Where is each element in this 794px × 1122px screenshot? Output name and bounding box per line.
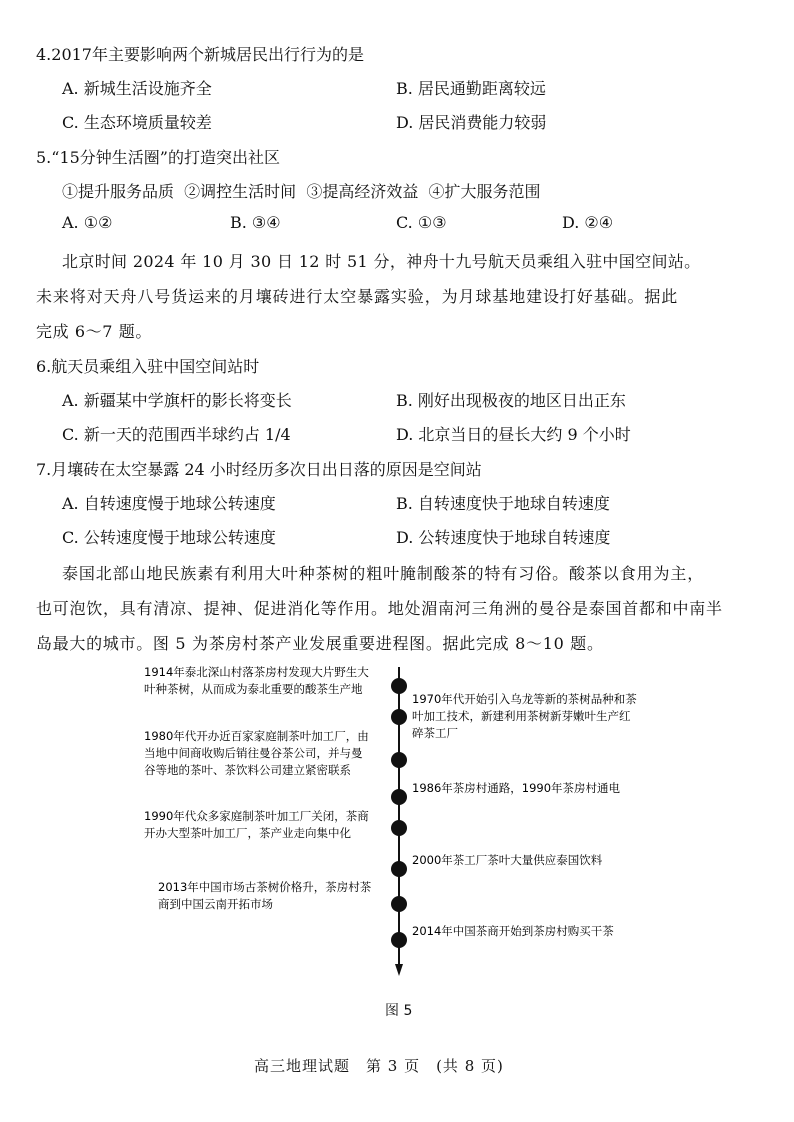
timeline-node-3 — [391, 752, 407, 768]
timeline-node-5 — [391, 820, 407, 836]
timeline-node-6 — [391, 861, 407, 877]
q5-option-a: A. ①② — [62, 213, 113, 232]
timeline-event-5: 1990年代众多家庭制茶叶加工厂关闭，茶商开办大型茶叶加工厂，茶产业走向集中化 — [144, 809, 369, 840]
timeline-arrow-icon — [395, 964, 403, 976]
timeline-node-1 — [391, 678, 407, 694]
q7-option-d: D. 公转速度快于地球自转速度 — [396, 528, 611, 547]
q6-stem: 6.航天员乘组入驻中国空间站时 — [36, 357, 260, 376]
q4-option-c: C. 生态环境质量较差 — [62, 113, 212, 132]
q6-option-c: C. 新一天的范围西半球约占 1/4 — [62, 425, 291, 444]
passage2-line-2: 也可泡饮，具有清凉、提神、促进消化等作用。地处湄南河三角洲的曼谷是泰国首都和中南半 — [36, 599, 723, 618]
q4-option-d: D. 居民消费能力较弱 — [396, 113, 547, 132]
q5-stem: 5.“15分钟生活圈”的打造突出社区 — [36, 148, 280, 167]
q7-stem: 7.月壤砖在太空暴露 24 小时经历多次日出日落的原因是空间站 — [36, 460, 482, 479]
q6-option-d: D. 北京当日的昼长大约 9 个小时 — [396, 425, 631, 444]
passage2-line-3: 岛最大的城市。图 5 为茶房村茶产业发展重要进程图。据此完成 8～10 题。 — [36, 634, 604, 653]
timeline-event-8: 2014年中国茶商开始到茶房村购买干茶 — [412, 924, 614, 938]
q4-option-b: B. 居民通勤距离较远 — [396, 79, 546, 98]
timeline-event-2: 1970年代开始引入乌龙等新的茶树品种和茶叶加工技术，新建利用茶树新芽嫩叶生产红碎茶工厂 — [412, 692, 637, 740]
q7-option-b: B. 自转速度快于地球自转速度 — [396, 494, 610, 513]
passage1-line-2: 未来将对天舟八号货运来的月壤砖进行太空暴露实验，为月球基地建设打好基础。据此 — [36, 287, 679, 306]
timeline-event-1: 1914年泰北深山村落茶房村发现大片野生大叶种茶树，从而成为泰北重要的酸茶生产地 — [144, 665, 369, 696]
q7-option-c: C. 公转速度慢于地球公转速度 — [62, 528, 276, 547]
q5-option-d: D. ②④ — [562, 213, 614, 232]
timeline-event-4: 1986年茶房村通路，1990年茶房村通电 — [412, 781, 621, 795]
timeline-event-7: 2013年中国市场古茶树价格升，茶房村茶商到中国云南开拓市场 — [158, 880, 372, 911]
q5-option-c: C. ①③ — [396, 213, 447, 232]
timeline-event-3: 1980年代开办近百家家庭制茶叶加工厂，由当地中间商收购后销往曼谷茶公司，并与曼谷等地的茶叶、茶饮料公司建立紧密联系 — [144, 729, 369, 777]
timeline-event-6: 2000年茶工厂茶叶大量供应泰国饮料 — [412, 853, 603, 867]
q5-option-b: B. ③④ — [230, 213, 281, 232]
timeline-node-2 — [391, 709, 407, 725]
figure-caption: 图 5 — [385, 1003, 413, 1019]
q6-option-b: B. 刚好出现极夜的地区日出正东 — [396, 391, 626, 410]
q5-items: ①提升服务品质 ②调控生活时间 ③提高经济效益 ④扩大服务范围 — [62, 182, 541, 201]
timeline-node-8 — [391, 932, 407, 948]
q4-option-a: A. 新城生活设施齐全 — [62, 79, 212, 98]
timeline-node-4 — [391, 789, 407, 805]
passage2-line-1: 泰国北部山地民族素有利用大叶种茶树的粗叶腌制酸茶的特有习俗。酸茶以食用为主， — [62, 564, 705, 583]
passage1-line-1: 北京时间 2024 年 10 月 30 日 12 时 51 分，神舟十九号航天员乘组入驻中国空间站。 — [62, 252, 701, 271]
q6-option-a: A. 新疆某中学旗杆的影长将变长 — [62, 391, 292, 410]
passage1-line-3: 完成 6～7 题。 — [36, 322, 152, 341]
timeline-node-7 — [391, 896, 407, 912]
q4-stem: 4.2017年主要影响两个新城居民出行行为的是 — [36, 45, 364, 64]
q7-option-a: A. 自转速度慢于地球公转速度 — [62, 494, 276, 513]
page-footer: 高三地理试题 第 3 页 (共 8 页) — [254, 1057, 504, 1075]
